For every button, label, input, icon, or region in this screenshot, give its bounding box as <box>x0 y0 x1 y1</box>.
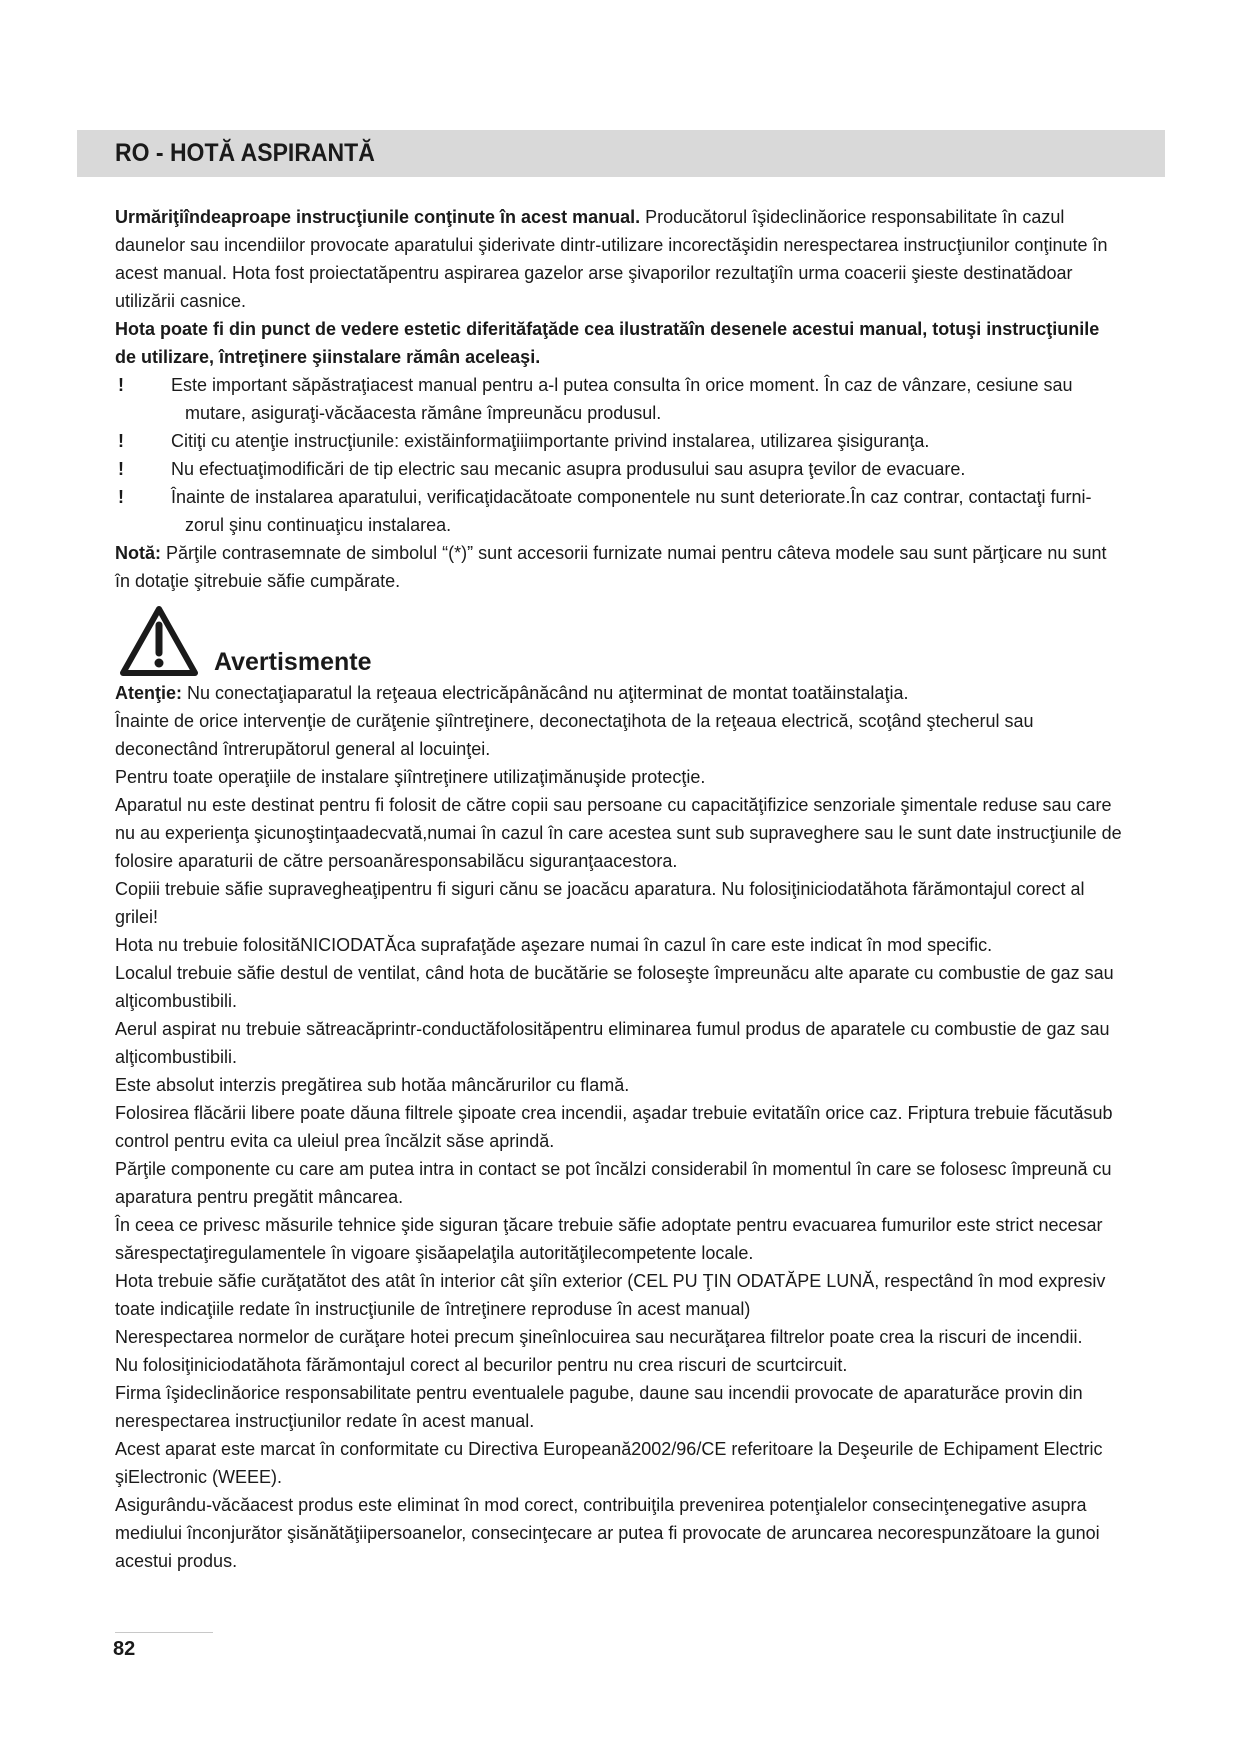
note-label: Notă: <box>115 543 161 563</box>
warnings-header <box>115 605 1123 679</box>
intro-text: Producătorul îşideclinăorice responsabilitate în cazul daunelor sau incendiilor provocate aparatului şiderivate dintr-utilizare incorectăşidin nerespectarea instrucţiunilor conţinute în acest manual. Hota fost proiectatăpentru aspirarea gazelor arse şivaporilor rezultaţiîn urma coacerii şieste destinatădoar utilizării casnice. <box>115 207 1108 311</box>
warning-paragraph: Firma îşideclinăorice responsabilitate pentru eventualele pagube, daune sau incendii provocate de aparaturăce provin din nerespectarea instrucţiunilor redate în acest manual. <box>115 1383 1083 1431</box>
warning-paragraph: Nu folosiţiniciodatăhota fărămontajul corect al becurilor pentru nu crea riscuri de scurtcircuit. <box>115 1355 848 1375</box>
exclamation-icon: ! <box>118 459 124 479</box>
list-item-continuation: zorul şinu continuaţicu instalarea. <box>185 515 452 535</box>
warning-paragraph: Pentru toate operaţiile de instalare şiîntreţinere utilizaţimănuşide protecţie. <box>115 767 706 787</box>
attention-paragraph <box>115 679 1123 707</box>
list-item <box>115 483 1123 539</box>
warning-paragraph: În ceea ce privesc măsurile tehnice şide siguran ţăcare trebuie săfie adoptate pentru evacuarea fumurilor este strict necesar sărespectaţiregulamentele în vigoare şisăapelaţila autorităţilecompetente locale. <box>115 1215 1103 1263</box>
warning-paragraph: Asigurându-văcăacest produs este eliminat în mod corect, contribuiţila prevenirea potenţialelor consecinţenegative asupra mediului înconjurător şisănătăţiipersoanelor, consecinţecare ar putea fi provocate de aruncarea necorespunzătoare la gunoi acestui produs. <box>115 1495 1100 1571</box>
intro-section <box>115 203 1123 595</box>
section-header-bar <box>77 130 1165 177</box>
warning-paragraph: Înainte de orice intervenţie de curăţenie şiîntreţinere, deconectaţihota de la reţeaua electrică, scoţând ştecherul sau deconectând întrerupătorul general al locuinţei. <box>115 711 1034 759</box>
attention-label: Atenţie: <box>115 683 182 703</box>
warning-paragraph: Localul trebuie săfie destul de ventilat, când hota de bucătărie se foloseşte împreunăcu alte aparate cu combustie de gaz sau alţicombustibili. <box>115 963 1114 1011</box>
intro-paragraph <box>115 203 1123 315</box>
warnings-title: Avertismente <box>214 648 372 676</box>
warning-paragraph: Aerul aspirat nu trebuie sătreacăprintr-conductăfolosităpentru eliminarea fumul produs de aparatele cu combustie de gaz sau alţicombustibili. <box>115 1019 1110 1067</box>
attention-text: Nu conectaţiaparatul la reţeaua electricăpânăcând nu aţiterminat de montat toatăinstalaţia. <box>182 683 909 703</box>
note-text: Părţile contrasemnate de simbolul “(*)” sunt accesorii furnizate numai pentru câteva modele sau sunt părţicare nu sunt în dotaţie şitrebuie săfie cumpărate. <box>115 543 1107 591</box>
warnings-body <box>115 679 1123 1575</box>
list-item-text: Înainte de instalarea aparatului, verificaţidacătoate componentele nu sunt deteriorate.În caz contrar, contactaţi furni- <box>171 487 1092 507</box>
warnings-section <box>115 605 1123 1575</box>
page-number: 82 <box>113 1638 136 1660</box>
warning-paragraph: Acest aparat este marcat în conformitate cu Directiva Europeană2002/96/CE referitoare la Deşeurile de Echipament Electric şiElectronic (WEEE). <box>115 1439 1103 1487</box>
section-title: RO - HOTĂ ASPIRANTĂ <box>115 139 375 167</box>
list-item-text: Nu efectuaţimodificări de tip electric sau mecanic asupra produsului sau asupra ţevilor de evacuare. <box>171 459 966 479</box>
list-item-text: Este important săpăstraţiacest manual pentru a-l putea consulta în orice moment. În caz de vânzare, cesiune sau <box>171 375 1073 395</box>
list-item <box>115 427 1123 455</box>
warning-paragraph: Hota trebuie săfie curăţatătot des atât în interior cât şiîn exterior (CEL PU ŢIN ODATĂPE LUNĂ, respectând în mod expresiv toate indicaţiile redate în instrucţiunile de întreţinere reproduse în acest manual) <box>115 1271 1106 1319</box>
list-item <box>115 371 1123 427</box>
warning-paragraph: Părţile componente cu care am putea intra in contact se pot încălzi considerabil în momentul în care se folosesc împreună cu aparatura pentru pregătit mâncarea. <box>115 1159 1112 1207</box>
warning-paragraph: Este absolut interzis pregătirea sub hotăa mâncărurilor cu flamă. <box>115 1075 630 1095</box>
footer-divider <box>115 1632 213 1633</box>
list-item-text: Citiţi cu atenţie instrucţiunile: existăinformaţiiimportante privind instalarea, utilizarea şisiguranţa. <box>171 431 930 451</box>
warning-paragraph: Folosirea flăcării libere poate dăuna filtrele şipoate crea incendii, aşadar trebuie evitatăîn orice caz. Friptura trebuie făcutăsub control pentru evita ca uleiul prea încălzit săse aprindă. <box>115 1103 1113 1151</box>
warning-paragraph: Hota nu trebuie folosităNICIODATĂca suprafaţăde aşezare numai în cazul în care este indicat în mod specific. <box>115 935 993 955</box>
exclamation-icon: ! <box>118 375 124 395</box>
warning-paragraph: Copiii trebuie săfie supravegheaţipentru fi siguri cănu se joacăcu aparatura. Nu folosiţiniciodatăhota fărămontajul corect al grilei! <box>115 879 1085 927</box>
intro-bold-lead: Urmăriţiîndeaproape instrucţiunile conţinute în acest manual. <box>115 207 641 227</box>
exclamation-icon: ! <box>118 431 124 451</box>
note-paragraph <box>115 539 1123 595</box>
warning-paragraph: Aparatul nu este destinat pentru fi folosit de către copii sau persoane cu capacităţifizice senzoriale şimentale reduse sau care nu au experienţa şicunoştinţaadecvată,numai în cazul în care acestea sunt sub supraveghere sau le sunt date instrucţiunile de folosire aparaturii de către persoanăresponsabilăcu siguranţaacestora. <box>115 795 1122 871</box>
warning-paragraph: Nerespectarea normelor de curăţare hotei precum şineînlocuirea sau necurăţarea filtrelor poate crea la riscuri de incendii. <box>115 1327 1083 1347</box>
design-note-bold: Hota poate fi din punct de vedere estetic diferităfaţăde cea ilustratăîn desenele acestui manual, totuşi instrucţiunile de utilizare, întreţinere şiinstalare rămân aceleaşi. <box>115 319 1100 367</box>
exclamation-icon: ! <box>118 487 124 507</box>
list-item-continuation: mutare, asiguraţi-văcăacesta rămâne împreunăcu produsul. <box>185 403 662 423</box>
list-item <box>115 455 1123 483</box>
warning-triangle-icon <box>119 605 199 677</box>
